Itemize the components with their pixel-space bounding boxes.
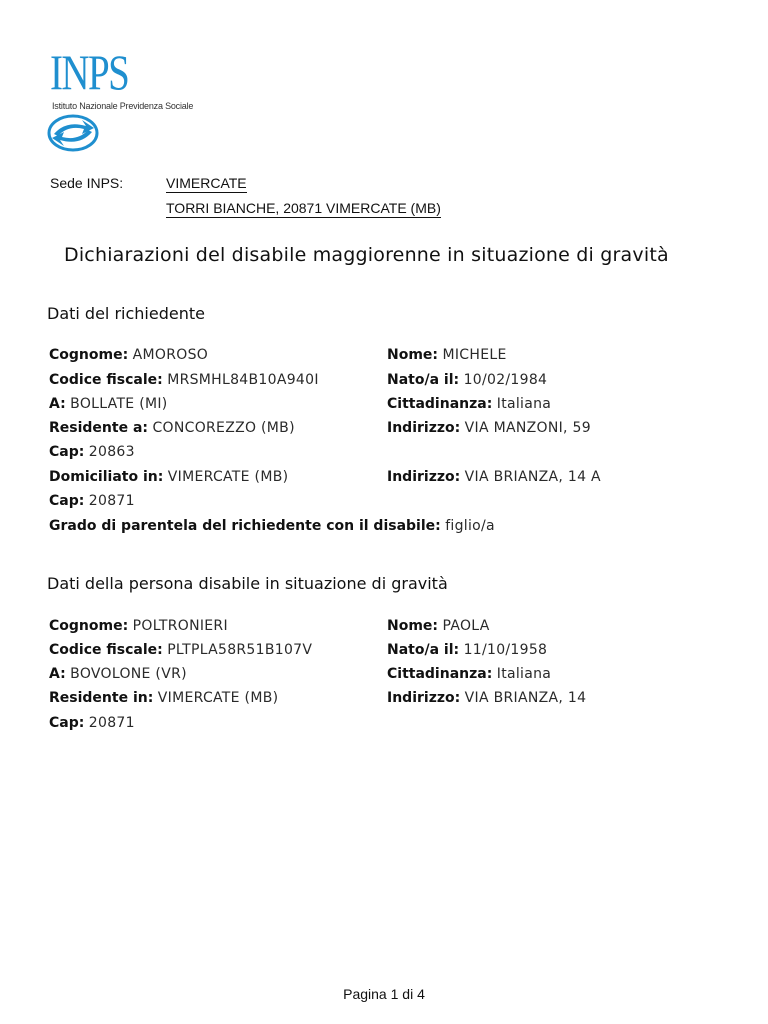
page-number: Pagina 1 di 4 [343, 986, 425, 1002]
field-codice-fiscale: Codice fiscale: MRSMHL84B10A940I [49, 372, 319, 388]
section-title-disabile: Dati della persona disabile in situazione di gravità [47, 574, 448, 593]
field-data-nascita-disabile: Nato/a il: 11/10/1958 [387, 642, 548, 658]
logo-wordmark: INPS [50, 44, 129, 100]
field-luogo-nascita: A: BOLLATE (MI) [49, 396, 168, 412]
sede-label: Sede INPS: [50, 175, 124, 191]
field-cittadinanza-disabile: Cittadinanza: Italiana [387, 666, 552, 682]
field-indirizzo: Indirizzo: VIA MANZONI, 59 [387, 420, 591, 436]
inps-logo [46, 46, 196, 156]
sede-address: TORRI BIANCHE, 20871 VIMERCATE (MB) [166, 200, 441, 216]
field-cognome-disabile: Cognome: POLTRONIERI [49, 618, 228, 634]
field-luogo-nascita-disabile: A: BOVOLONE (VR) [49, 666, 187, 682]
sede-city: VIMERCATE [166, 175, 247, 191]
field-residenza-disabile: Residente in: VIMERCATE (MB) [49, 690, 279, 706]
field-indirizzo-domicilio: Indirizzo: VIA BRIANZA, 14 A [387, 469, 601, 485]
document-title: Dichiarazioni del disabile maggiorenne in situazione di gravità [64, 244, 669, 266]
field-nome: Nome: MICHELE [387, 347, 507, 363]
field-residenza: Residente a: CONCOREZZO (MB) [49, 420, 295, 436]
field-indirizzo-disabile: Indirizzo: VIA BRIANZA, 14 [387, 690, 587, 706]
field-cittadinanza: Cittadinanza: Italiana [387, 396, 552, 412]
logo-subtitle: Istituto Nazionale Previdenza Sociale [52, 101, 194, 111]
field-cap-domicilio: Cap: 20871 [49, 493, 135, 509]
field-grado-parentela: Grado di parentela del richiedente con il disabile: figlio/a [49, 518, 495, 534]
section-title-richiedente: Dati del richiedente [47, 304, 205, 323]
field-cap: Cap: 20863 [49, 444, 135, 460]
field-codice-fiscale-disabile: Codice fiscale: PLTPLA58R51B107V [49, 642, 313, 658]
field-cognome: Cognome: AMOROSO [49, 347, 209, 363]
field-domicilio: Domiciliato in: VIMERCATE (MB) [49, 469, 289, 485]
inps-emblem-icon [46, 114, 100, 152]
field-data-nascita: Nato/a il: 10/02/1984 [387, 372, 548, 388]
field-nome-disabile: Nome: PAOLA [387, 618, 490, 634]
field-cap-disabile: Cap: 20871 [49, 715, 135, 731]
